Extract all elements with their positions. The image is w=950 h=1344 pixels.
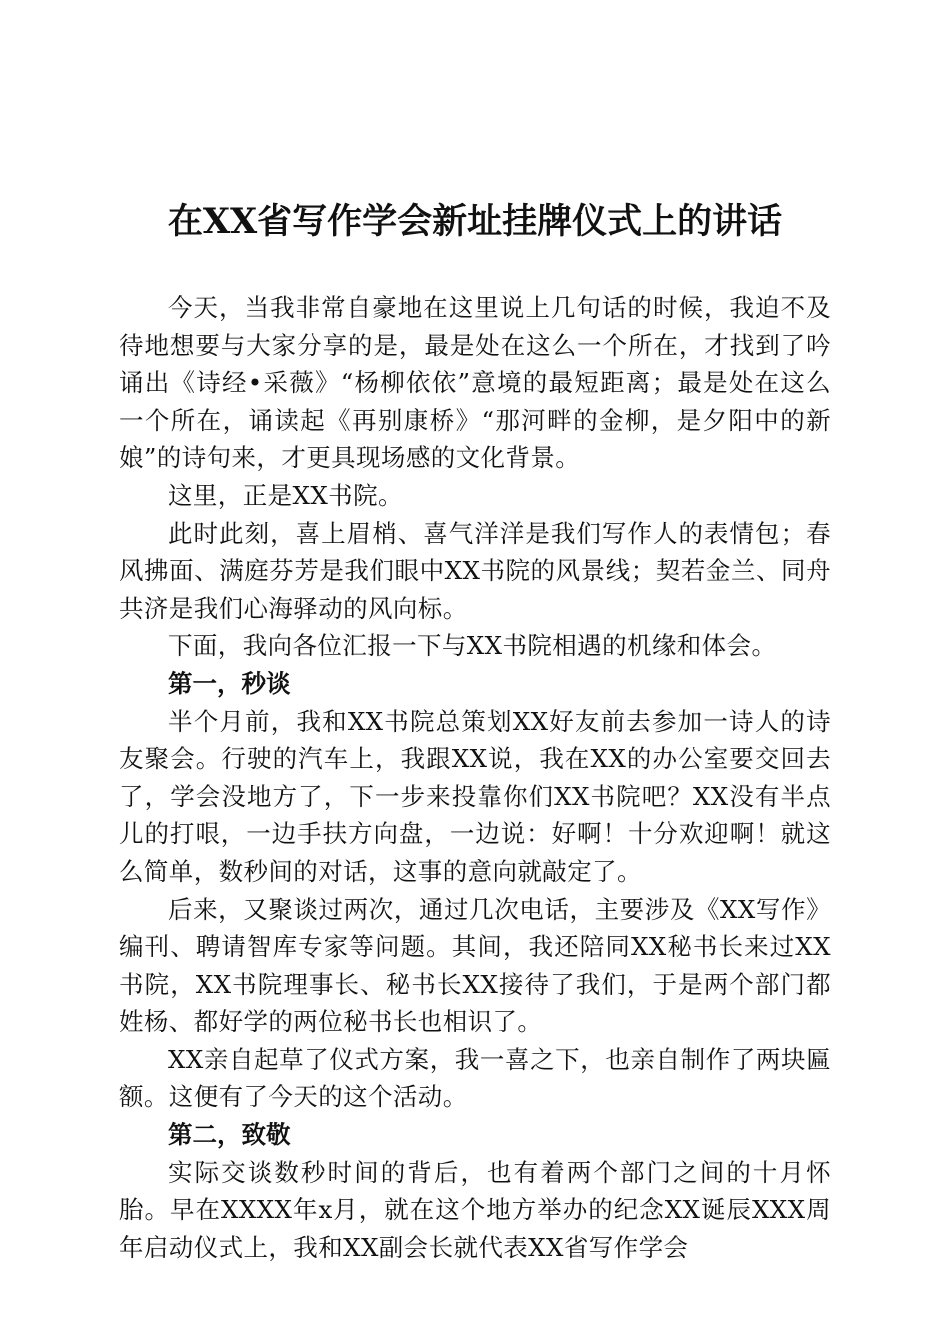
- paragraph: 此时此刻，喜上眉梢、喜气洋洋是我们写作人的表情包；春风拂面、满庭芬芳是我们眼中XX书院的风景线；契若金兰、同舟共济是我们心海驿动的风向标。: [119, 518, 831, 623]
- paragraph: 下面，我向各位汇报一下与XX书院相遇的机缘和体会。: [168, 631, 777, 661]
- section-heading: 第一，秒谈: [168, 668, 291, 698]
- paragraph: 半个月前，我和XX书院总策划XX好友前去参加一诗人的诗友聚会。行驶的汽车上，我跟XX说，我在XX的办公室要交回去了，学会没地方了，下一步来投靠你们XX书院吧？XX没有半点儿的打哏，一边手扶方向盘，一边说：好啊！十分欢迎啊！就这么简单，数秒间的对话，这事的意向就敲定了。: [119, 706, 831, 886]
- document-body: [119, 289, 831, 1266]
- page-title: 在XX省写作学会新址挂牌仪式上的讲话: [167, 201, 783, 242]
- paragraph: 后来，又聚谈过两次，通过几次电话，主要涉及《XX写作》编刊、聘请智库专家等问题。其间，我还陪同XX秘书长来过XX书院，XX书院理事长、秘书长XX接待了我们，于是两个部门都姓杨、都好学的两位秘书长也相识了。: [119, 894, 831, 1037]
- paragraph: XX亲自起草了仪式方案，我一喜之下，也亲自制作了两块匾额。这便有了今天的这个活动。: [119, 1044, 831, 1112]
- paragraph: 今天，当我非常自豪地在这里说上几句话的时候，我迫不及待地想要与大家分享的是，最是处在这么一个所在，才找到了吟诵出《诗经•采薇》“杨柳依依”意境的最短距离；最是处在这么一个所在，诵读起《再别康桥》“那河畔的金柳，是夕阳中的新娘”的诗句来，才更具现场感的文化背景。: [119, 293, 831, 473]
- paragraph: 这里，正是XX书院。: [168, 480, 403, 510]
- section-heading: 第二，致敬: [168, 1120, 291, 1150]
- paragraph: 实际交谈数秒时间的背后，也有着两个部门之间的十月怀胎。早在XXXX年x月，就在这个地方举办的纪念XX诞辰XXX周年启动仪式上，我和XX副会长就代表XX省写作学会: [119, 1157, 831, 1262]
